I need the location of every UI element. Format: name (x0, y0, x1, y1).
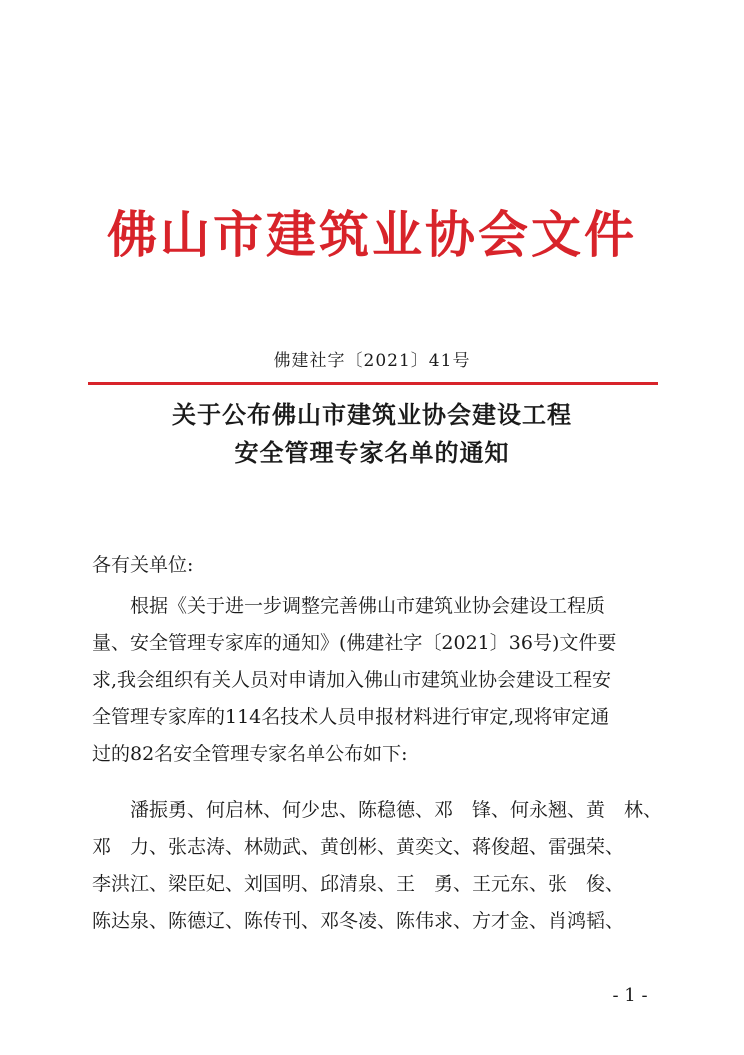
notice-title-line-2: 安全管理专家名单的通知 (234, 438, 510, 467)
red-divider-line (88, 382, 658, 385)
expert-name-list (92, 792, 663, 940)
name-list-line: 邓 力、张志涛、林勋武、黄创彬、黄奕文、蒋俊超、雷强荣、 (92, 836, 625, 858)
notice-title-line-1: 关于公布佛山市建筑业协会建设工程 (172, 400, 572, 429)
masthead-title: 佛山市建筑业协会文件 (107, 205, 637, 264)
body-line: 求,我会组织有关人员对申请加入佛山市建筑业协会建设工程安 (92, 669, 612, 691)
name-list-line: 陈达泉、陈德辽、陈传刊、邓冬凌、陈伟求、方才金、肖鸿韬、 (92, 910, 625, 932)
name-list-line: 李洪江、梁臣妃、刘国明、邱清泉、王 勇、王元东、张 俊、 (92, 873, 625, 895)
body-line: 全管理专家库的114名技术人员申报材料进行审定,现将审定通 (92, 706, 610, 728)
body-line: 量、安全管理专家库的通知》(佛建社字〔2021〕36号)文件要 (92, 632, 617, 654)
body-line: 过的82名安全管理专家名单公布如下: (92, 743, 408, 765)
notice-title (0, 396, 744, 472)
document-number: 佛建社字〔2021〕41号 (273, 351, 471, 371)
name-list-line: 潘振勇、何启林、何少忠、陈稳德、邓 锋、何永翘、黄 林、 (92, 799, 663, 821)
body-paragraph (92, 588, 654, 773)
body-line: 根据《关于进一步调整完善佛山市建筑业协会建设工程质 (92, 595, 606, 617)
salutation: 各有关单位: (92, 554, 194, 576)
page-number: - 1 - (612, 985, 648, 1006)
